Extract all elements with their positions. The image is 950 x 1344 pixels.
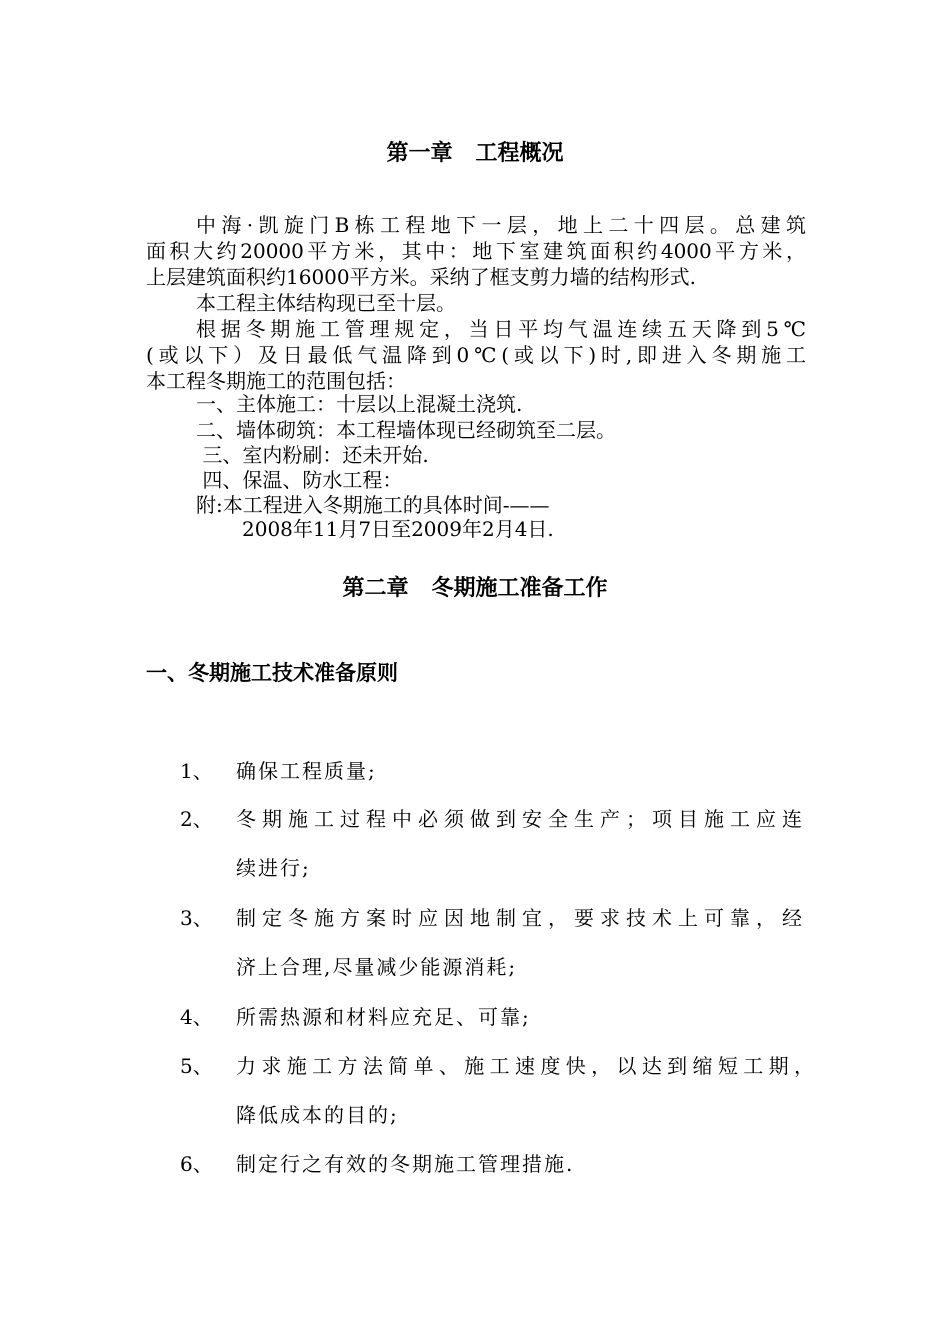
paragraph-line: 根据冬期施工管理规定，当日平均气温连续五天降到5℃: [196, 317, 806, 341]
list-item-number: 6、: [180, 1152, 213, 1176]
list-item-text: 制定行之有效的冬期施工管理措施.: [236, 1152, 575, 1176]
paragraph-line: 本工程主体结构现已至十层。: [196, 291, 456, 315]
list-item-text: 力求施工方法简单、施工速度快，以达到缩短工期，: [236, 1054, 816, 1078]
list-item-text: 济上合理,尽量减少能源消耗;: [236, 955, 518, 979]
list-item-text: 制定冬施方案时应因地制宜，要求技术上可靠，经: [236, 906, 804, 930]
list-item-text: 冬期施工过程中必须做到安全生产；项目施工应连: [236, 807, 804, 831]
chapter-1-title: 第一章 工程概况: [386, 141, 564, 166]
paragraph-line: 面积大约20000平方米，其中：地下室建筑面积约4000平方米，: [146, 239, 806, 263]
scope-item: 二、墙体砌筑：本工程墙体现已经砌筑至二层。: [196, 418, 616, 442]
paragraph-line: (或以下）及日最低气温降到0℃(或以下)时,即进入冬期施工: [146, 343, 806, 367]
appendix-label: 附:本工程进入冬期施工的具体时间-——: [196, 493, 550, 517]
scope-item: 一、主体施工：十层以上混凝土浇筑.: [196, 392, 523, 416]
scope-item: 三、室内粉刷：还未开始.: [196, 443, 429, 467]
paragraph-line: 中海·凯旋门B栋工程地下一层，地上二十四层。总建筑: [196, 213, 806, 237]
paragraph-line: 本工程冬期施工的范围包括：: [146, 369, 406, 393]
list-item-number: 1、: [180, 759, 213, 783]
list-item-text: 降低成本的目的;: [236, 1103, 399, 1127]
chapter-2-title: 第二章 冬期施工准备工作: [342, 576, 608, 601]
list-item-text: 确保工程质量;: [236, 759, 377, 783]
paragraph-line: 上层建筑面积约16000平方米。采纳了框支剪力墙的结构形式.: [146, 265, 696, 289]
list-item-number: 5、: [180, 1054, 213, 1078]
list-item-number: 3、: [180, 906, 213, 930]
list-item-text: 续进行;: [236, 856, 311, 880]
list-item-number: 4、: [180, 1005, 213, 1029]
appendix-dates: 2008年11月7日至2009年2月4日.: [242, 517, 554, 541]
list-item-number: 2、: [180, 807, 213, 831]
scope-item: 四、保温、防水工程：: [196, 468, 403, 492]
section-1-title: 一、冬期施工技术准备原则: [146, 661, 398, 685]
list-item-text: 所需热源和材料应充足、可靠;: [236, 1005, 531, 1029]
